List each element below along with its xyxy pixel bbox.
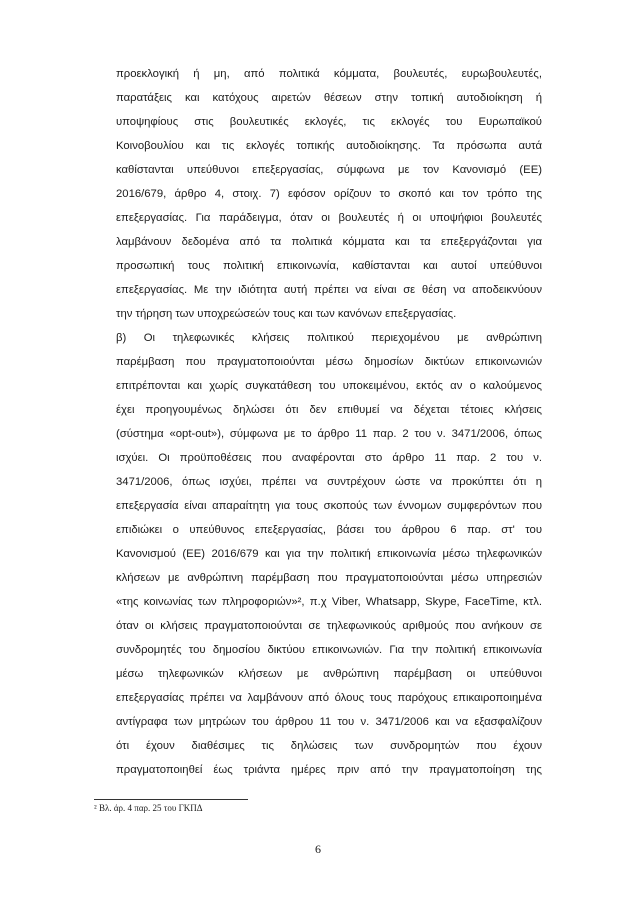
- text-line: Κανονισμού (ΕΕ) 2016/679 και για την πολιτική επικοινωνία μέσω τηλεφωνικών: [116, 548, 542, 560]
- page-number: 6: [315, 842, 321, 856]
- text-line: υποψηφίους στις βουλευτικές εκλογές, τις εκλογές του Ευρωπαϊκού: [116, 116, 542, 128]
- text-line: ότι έχουν διαθέσιμες τις δηλώσεις των συνδρομητών που έχουν: [116, 740, 542, 752]
- text-line: προσωπική τους πολιτική επικοινωνία, καθίστανται και αυτοί υπεύθυνοι: [116, 260, 542, 272]
- text-line: 2016/679, άρθρο 4, στοιχ. 7) εφόσον ορίζουν το σκοπό και τον τρόπο της: [116, 188, 542, 200]
- text-line: την τήρηση των υποχρεώσεών τους και των κανόνων επεξεργασίας.: [116, 308, 457, 320]
- footnote: ² Βλ. άρ. 4 παρ. 25 του ΓΚΠΔ: [94, 803, 203, 813]
- text-line: ισχύει. Οι προϋποθέσεις που αναφέρονται στο άρθρο 11 παρ. 2 του ν.: [116, 452, 542, 464]
- text-line: Κοινοβουλίου και τις εκλογές τοπικής αυτοδιοίκησης. Τα πρόσωπα αυτά: [116, 140, 542, 152]
- text-line: 3471/2006, όπως ισχύει, πρέπει να συντρέχουν ώστε να προκύπτει ότι η: [116, 476, 542, 488]
- text-line: επεξεργασίας πρέπει να λαμβάνουν από όλους τους παρόχους επικαιροποιημένα: [116, 692, 542, 704]
- text-line: έχει προηγουμένως δηλώσει ότι δεν επιθυμεί να δέχεται τέτοιες κλήσεις: [116, 404, 542, 416]
- text-line: επεξεργασία είναι απαραίτητη για τους σκοπούς των έννομων συμφερόντων που: [116, 500, 542, 512]
- text-line: πραγματοποιηθεί έως τριάντα ημέρες πριν από την πραγματοποίηση της: [116, 764, 542, 776]
- text-line: παρατάξεις και κατόχους αιρετών θέσεων στην τοπική αυτοδιοίκηση ή: [116, 92, 542, 104]
- text-line: παρέμβαση που πραγματοποιούνται μέσω δημοσίων δικτύων επικοινωνιών: [116, 356, 542, 368]
- text-line: «της κοινωνίας των πληροφοριών»², π.χ Viber, Whatsapp, Skype, FaceTime, κτλ.: [116, 596, 542, 608]
- text-line: επιτρέπονται και χωρίς συγκατάθεση του υποκειμένου, εκτός αν ο καλούμενος: [116, 380, 542, 392]
- body-text: [116, 62, 542, 782]
- footnote-separator: [94, 799, 248, 800]
- text-line: κλήσεων με ανθρώπινη παρέμβαση που πραγματοποιούνται μέσω υπηρεσιών: [116, 572, 542, 584]
- text-line: προεκλογική ή μη, από πολιτικά κόμματα, βουλευτές, ευρωβουλευτές,: [116, 68, 542, 80]
- text-line: όταν οι κλήσεις πραγματοποιούνται σε τηλεφωνικούς αριθμούς που ανήκουν σε: [116, 620, 542, 632]
- text-line: επεξεργασίας. Με την ιδιότητα αυτή πρέπει να είναι σε θέση να αποδεικνύουν: [116, 284, 542, 296]
- text-line: (σύστημα «opt-out»), σύμφωνα με το άρθρο 11 παρ. 2 του ν. 3471/2006, όπως: [116, 428, 542, 440]
- text-line: συνδρομητές του δημοσίου δικτύου επικοινωνιών. Για την πολιτική επικοινωνία: [116, 644, 542, 656]
- text-line: καθίστανται υπεύθυνοι επεξεργασίας, σύμφωνα με τον Κανονισμό (ΕΕ): [116, 164, 542, 176]
- text-line: αντίγραφα των μητρώων του άρθρου 11 του ν. 3471/2006 και να εξασφαλίζουν: [116, 716, 542, 728]
- text-line: λαμβάνουν δεδομένα από τα πολιτικά κόμματα και τα επεξεργάζονται για: [116, 236, 542, 248]
- text-line: μέσω τηλεφωνικών κλήσεων με ανθρώπινη παρέμβαση οι υπεύθυνοι: [116, 668, 542, 680]
- text-line: επιδιώκει ο υπεύθυνος επεξεργασίας, βάσει του άρθρου 6 παρ. στ' του: [116, 524, 542, 536]
- text-line: β) Οι τηλεφωνικές κλήσεις πολιτικού περιεχομένου με ανθρώπινη: [116, 332, 542, 344]
- text-line: επεξεργασίας. Για παράδειγμα, όταν οι βουλευτές ή οι υποψήφιοι βουλευτές: [116, 212, 542, 224]
